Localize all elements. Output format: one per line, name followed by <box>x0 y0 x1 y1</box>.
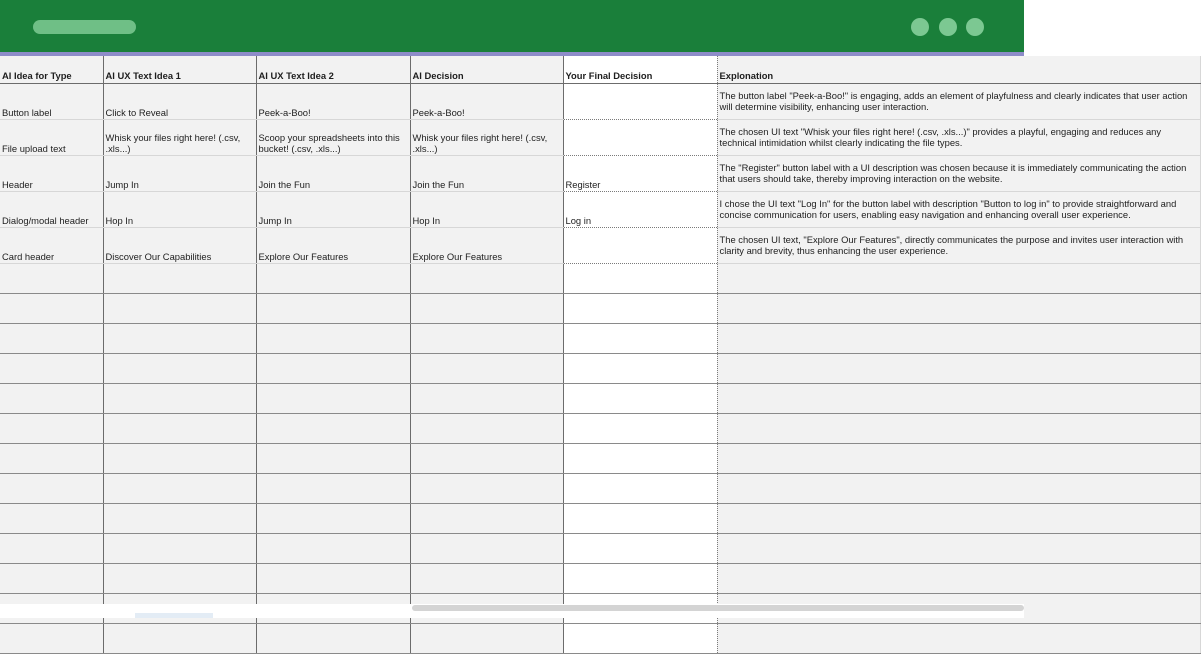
empty-cell[interactable] <box>717 534 1200 564</box>
table-row <box>0 534 1200 564</box>
empty-cell[interactable] <box>563 354 717 384</box>
cell-explanation[interactable]: The chosen UI text "Whisk your files right here! (.csv, .xls...)" provides a playful, engaging and reduces any technical intimidation whilst clearly indicating the file types. <box>717 120 1200 156</box>
cell-type[interactable]: Dialog/modal header <box>0 192 103 228</box>
empty-cell[interactable] <box>410 624 563 654</box>
cell-idea2[interactable]: Jump In <box>256 192 410 228</box>
table-row <box>0 444 1200 474</box>
cell-explanation[interactable]: The button label "Peek-a-Boo!" is engaging, adds an element of playfulness and clearly indicates that user action will determine visibility, enhancing user interaction. <box>717 84 1200 120</box>
empty-cell[interactable] <box>717 384 1200 414</box>
empty-cell[interactable] <box>0 264 103 294</box>
empty-cell[interactable] <box>256 414 410 444</box>
empty-cell[interactable] <box>410 564 563 594</box>
empty-cell[interactable] <box>103 414 256 444</box>
cell-idea2[interactable]: Scoop your spreadsheets into this bucket! (.csv, .xls...) <box>256 120 410 156</box>
empty-cell[interactable] <box>256 444 410 474</box>
cell-explanation[interactable]: The chosen UI text, "Explore Our Features", directly communicates the purpose and invites user interaction with clarity and brevity, thus enhancing the user experience. <box>717 228 1200 264</box>
cell-final[interactable] <box>563 84 717 120</box>
column-header[interactable]: AI Idea for Type <box>0 56 103 84</box>
empty-cell[interactable] <box>0 504 103 534</box>
empty-cell[interactable] <box>0 624 103 654</box>
window-control-maximize[interactable] <box>939 18 957 36</box>
empty-cell[interactable] <box>0 414 103 444</box>
empty-cell[interactable] <box>103 354 256 384</box>
cell-explanation[interactable]: I chose the UI text "Log In" for the button label with description "Button to log in" to provide straightforward and concise communication for users, enabling easy navigation and enhancing overall user experience. <box>717 192 1200 228</box>
empty-cell[interactable] <box>563 564 717 594</box>
window-control-minimize[interactable] <box>911 18 929 36</box>
horizontal-scrollbar[interactable] <box>0 604 1024 618</box>
table-row <box>0 564 1200 594</box>
empty-cell[interactable] <box>103 324 256 354</box>
empty-cell[interactable] <box>410 414 563 444</box>
empty-cell[interactable] <box>0 474 103 504</box>
empty-cell[interactable] <box>717 354 1200 384</box>
empty-cell[interactable] <box>717 294 1200 324</box>
empty-cell[interactable] <box>256 534 410 564</box>
empty-cell[interactable] <box>717 474 1200 504</box>
column-header[interactable]: Your Final Decision <box>563 56 717 84</box>
empty-cell[interactable] <box>0 444 103 474</box>
cell-final[interactable]: Register <box>563 156 717 192</box>
table-row <box>0 504 1200 534</box>
empty-cell[interactable] <box>563 384 717 414</box>
cell-idea2[interactable]: Join the Fun <box>256 156 410 192</box>
window-control-close[interactable] <box>966 18 984 36</box>
table-row <box>0 354 1200 384</box>
cell-idea1[interactable]: Discover Our Capabilities <box>103 228 256 264</box>
empty-cell[interactable] <box>410 504 563 534</box>
empty-cell[interactable] <box>256 294 410 324</box>
table-row <box>0 414 1200 444</box>
table-row <box>0 228 1200 264</box>
empty-cell[interactable] <box>256 474 410 504</box>
empty-cell[interactable] <box>256 624 410 654</box>
empty-cell[interactable] <box>410 534 563 564</box>
cell-type[interactable]: Card header <box>0 228 103 264</box>
empty-cell[interactable] <box>563 294 717 324</box>
empty-cell[interactable] <box>717 564 1200 594</box>
sheet-table <box>0 56 1201 654</box>
cell-idea1[interactable]: Whisk your files right here! (.csv, .xls...) <box>103 120 256 156</box>
empty-cell[interactable] <box>256 384 410 414</box>
empty-cell[interactable] <box>563 474 717 504</box>
cell-decision[interactable]: Peek-a-Boo! <box>410 84 563 120</box>
table-row <box>0 624 1200 654</box>
empty-cell[interactable] <box>717 264 1200 294</box>
cell-decision[interactable]: Explore Our Features <box>410 228 563 264</box>
empty-cell[interactable] <box>103 294 256 324</box>
empty-cell[interactable] <box>103 474 256 504</box>
empty-cell[interactable] <box>0 564 103 594</box>
empty-cell[interactable] <box>256 504 410 534</box>
empty-cell[interactable] <box>563 324 717 354</box>
empty-cell[interactable] <box>103 264 256 294</box>
sheet-tab[interactable] <box>135 613 213 618</box>
empty-cell[interactable] <box>410 384 563 414</box>
empty-cell[interactable] <box>0 354 103 384</box>
cell-idea1[interactable]: Hop In <box>103 192 256 228</box>
empty-cell[interactable] <box>717 414 1200 444</box>
table-row <box>0 192 1200 228</box>
empty-cell[interactable] <box>0 294 103 324</box>
empty-cell[interactable] <box>103 444 256 474</box>
cell-idea2[interactable]: Peek-a-Boo! <box>256 84 410 120</box>
table-row <box>0 294 1200 324</box>
empty-cell[interactable] <box>410 444 563 474</box>
cell-idea2[interactable]: Explore Our Features <box>256 228 410 264</box>
empty-cell[interactable] <box>563 414 717 444</box>
empty-cell[interactable] <box>563 504 717 534</box>
empty-cell[interactable] <box>563 534 717 564</box>
spreadsheet-grid[interactable] <box>0 56 1188 604</box>
table-row <box>0 324 1200 354</box>
cell-final[interactable] <box>563 228 717 264</box>
empty-cell[interactable] <box>0 324 103 354</box>
table-row <box>0 156 1200 192</box>
title-placeholder <box>33 20 136 34</box>
empty-cell[interactable] <box>410 264 563 294</box>
cell-idea1[interactable]: Click to Reveal <box>103 84 256 120</box>
cell-final[interactable]: Log in <box>563 192 717 228</box>
empty-cell[interactable] <box>717 504 1200 534</box>
cell-idea1[interactable]: Jump In <box>103 156 256 192</box>
table-row <box>0 120 1200 156</box>
empty-cell[interactable] <box>103 564 256 594</box>
empty-cell[interactable] <box>103 504 256 534</box>
empty-cell[interactable] <box>0 534 103 564</box>
empty-cell[interactable] <box>256 564 410 594</box>
table-row <box>0 84 1200 120</box>
cell-decision[interactable]: Join the Fun <box>410 156 563 192</box>
cell-explanation[interactable]: The "Register" button label with a UI description was chosen because it is immediately communicating the action that users should take, thereby improving interaction on the website. <box>717 156 1200 192</box>
empty-cell[interactable] <box>410 324 563 354</box>
table-row <box>0 384 1200 414</box>
empty-cell[interactable] <box>563 264 717 294</box>
header-row <box>0 56 1200 84</box>
cell-final[interactable] <box>563 120 717 156</box>
empty-cell[interactable] <box>410 294 563 324</box>
empty-cell[interactable] <box>256 324 410 354</box>
cell-decision[interactable]: Hop In <box>410 192 563 228</box>
empty-cell[interactable] <box>410 354 563 384</box>
column-header[interactable]: AI UX Text Idea 1 <box>103 56 256 84</box>
column-header[interactable]: AI UX Text Idea 2 <box>256 56 410 84</box>
cell-type[interactable]: Button label <box>0 84 103 120</box>
empty-cell[interactable] <box>717 624 1200 654</box>
table-row <box>0 474 1200 504</box>
title-bar <box>0 0 1024 52</box>
empty-cell[interactable] <box>717 324 1200 354</box>
empty-cell[interactable] <box>410 474 563 504</box>
empty-cell[interactable] <box>103 384 256 414</box>
empty-cell[interactable] <box>103 534 256 564</box>
cell-type[interactable]: File upload text <box>0 120 103 156</box>
cell-decision[interactable]: Whisk your files right here! (.csv, .xls...) <box>410 120 563 156</box>
scrollbar-thumb[interactable] <box>412 605 1024 611</box>
empty-cell[interactable] <box>563 444 717 474</box>
empty-cell[interactable] <box>103 624 256 654</box>
empty-cell[interactable] <box>563 624 717 654</box>
cell-type[interactable]: Header <box>0 156 103 192</box>
empty-cell[interactable] <box>256 264 410 294</box>
empty-cell[interactable] <box>717 444 1200 474</box>
empty-cell[interactable] <box>0 384 103 414</box>
column-header[interactable]: AI Decision <box>410 56 563 84</box>
table-row <box>0 264 1200 294</box>
column-header[interactable]: Explonation <box>717 56 1200 84</box>
empty-cell[interactable] <box>256 354 410 384</box>
